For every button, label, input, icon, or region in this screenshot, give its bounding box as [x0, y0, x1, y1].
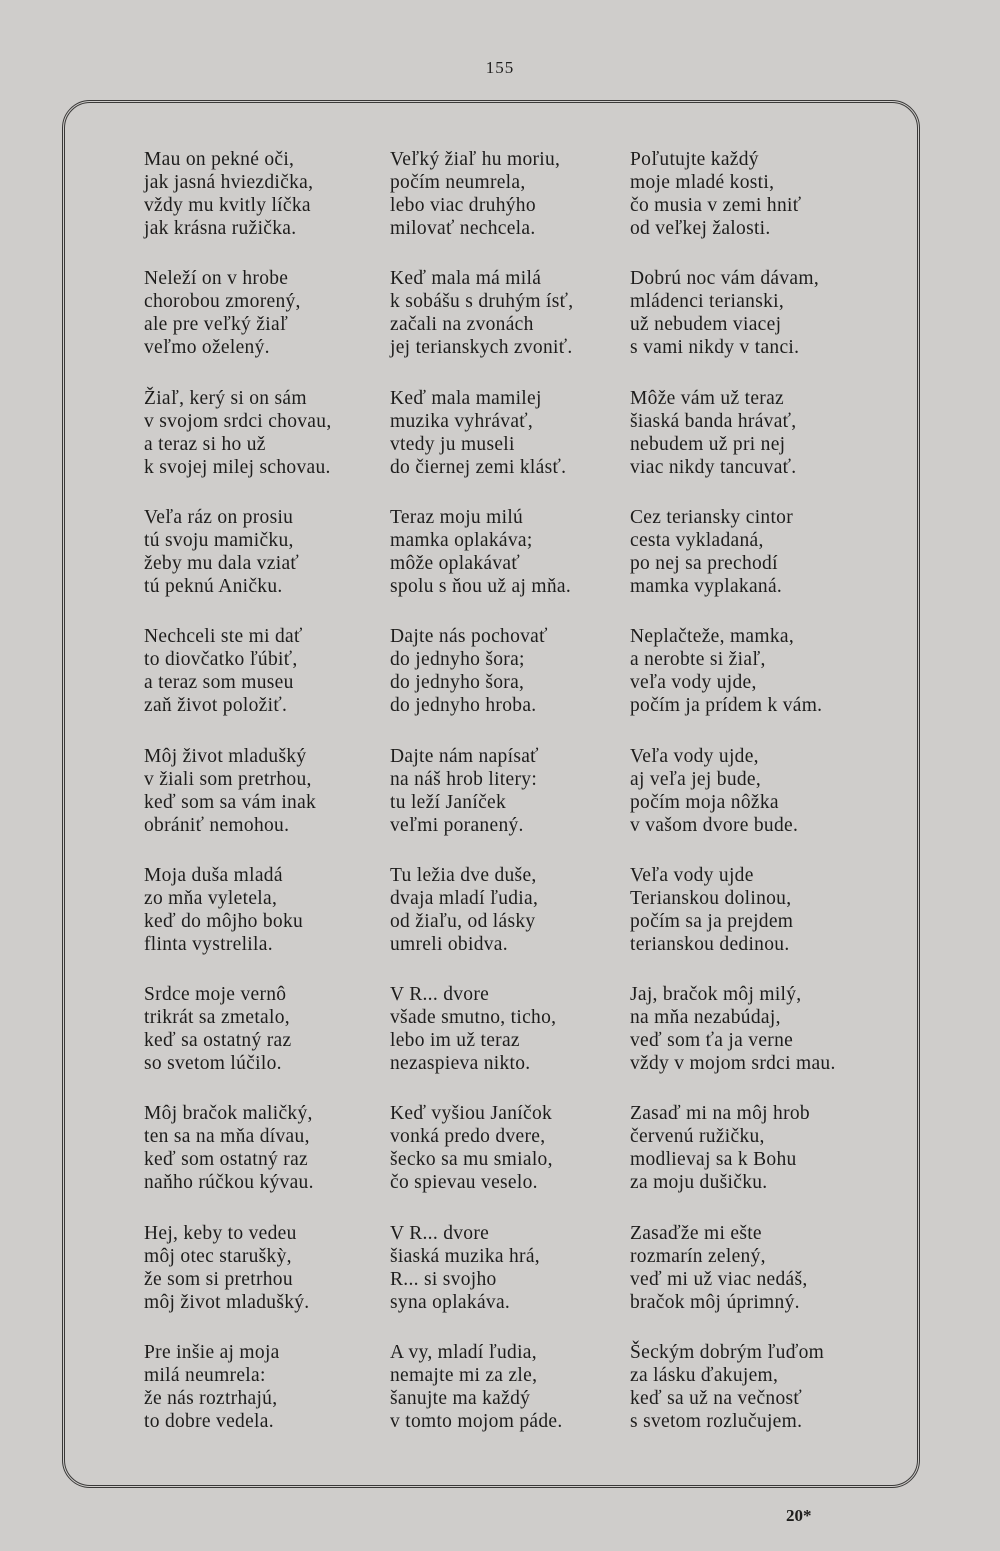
stanza: V R... dvore šiaská muzika hrá, R... si svojho syna oplakáva. — [390, 1223, 540, 1313]
stanza: Veľký žiaľ hu moriu, počím neumrela, lebo viac druhýho milovať nechcela. — [390, 149, 561, 239]
stanza: Hej, keby to vedeu môj otec staruškỳ, že som si pretrhou môj život mladušký. — [144, 1223, 310, 1313]
stanza: Moja duša mladá zo mňa vyletela, keď do môjho boku flinta vystrelila. — [144, 865, 304, 955]
stanza: A vy, mladí ľudia, nemajte mi za zle, šanujte ma každý v tomto mojom páde. — [390, 1342, 563, 1432]
stanza: Dajte nám napísať na náš hrob litery: tu leží Janíček veľmi poranený. — [390, 746, 539, 836]
stanza: Srdce moje vernô trikrát sa zmetalo, keď sa ostatný raz so svetom lúčilo. — [144, 984, 292, 1074]
poem-columns — [144, 148, 884, 1448]
stanza: Dobrú noc vám dávam, mládenci terianski, už nebudem viacej s vami nikdy v tanci. — [630, 268, 820, 358]
stanza: Cez teriansky cintor cesta vykladaná, po nej sa prechodí mamka vyplakaná. — [630, 507, 794, 597]
stanza: Žiaľ, kerý si on sám v svojom srdci chovau, a teraz si ho už k svojej milej schovau. — [144, 388, 332, 478]
stanza: Zasaďže mi ešte rozmarín zelený, veď mi už viac nedáš, bračok môj úprimný. — [630, 1223, 808, 1313]
stanza: Nechceli ste mi dať to diovčatko ľúbiť, a teraz som museu zaň život položiť. — [144, 626, 303, 716]
stanza: Keď vyšiou Janíčok vonká predo dvere, šecko sa mu smialo, čo spievau veselo. — [390, 1103, 553, 1193]
stanza: Veľa vody ujde Terianskou dolinou, počím sa ja prejdem terianskou dedinou. — [630, 865, 794, 955]
stanza: Zasaď mi na môj hrob červenú ružičku, modlievaj sa k Bohu za moju dušičku. — [630, 1103, 810, 1193]
stanza: Pre inšie aj moja milá neumrela: že nás roztrhajú, to dobre vedela. — [144, 1342, 280, 1432]
stanza: Tu ležia dve duše, dvaja mladí ľudia, od žiaľu, od lásky umreli obidva. — [390, 865, 539, 955]
stanza: Veľa ráz on prosiu tú svoju mamičku, žeby mu dala vziať tú peknú Aničku. — [144, 507, 300, 597]
stanza: Šeckým dobrým ľuďom za lásku ďakujem, keď sa už na večnosť s svetom rozlučujem. — [630, 1342, 825, 1432]
stanza: V R... dvore všade smutno, ticho, lebo im už teraz nezaspieva nikto. — [390, 984, 557, 1074]
page-number: 155 — [485, 58, 515, 77]
stanza: Neleží on v hrobe chorobou zmorený, ale pre veľký žiaľ veľmo oželený. — [144, 268, 301, 358]
stanza: Môj život mladušký v žiali som pretrhou, keď som sa vám inak obrániť nemohou. — [144, 746, 317, 836]
stanza: Keď mala má milá k sobášu s druhým ísť, začali na zvonách jej terianskych zvoniť. — [390, 268, 574, 358]
stanza: Keď mala mamilej muzika vyhrávať, vtedy ju museli do čiernej zemi klásť. — [390, 388, 567, 478]
stanza: Mau on pekné oči, jak jasná hviezdička, vždy mu kvitly líčka jak krásna ružička. — [144, 149, 314, 239]
stanza: Môj bračok maličký, ten sa na mňa dívau, keď som ostatný raz naňho rúčkou kývau. — [144, 1103, 314, 1193]
signature-mark: 20* — [786, 1506, 812, 1525]
stanza: Dajte nás pochovať do jednyho šora; do jednyho šora, do jednyho hroba. — [390, 626, 548, 716]
stanza: Veľa vody ujde, aj veľa jej bude, počím moja nôžka v vašom dvore bude. — [630, 746, 799, 836]
stanza: Teraz moju milú mamka oplakáva; môže oplakávať spolu s ňou už aj mňa. — [390, 507, 571, 597]
stanza: Poľutujte každý moje mladé kosti, čo musia v zemi hniť od veľkej žalosti. — [630, 149, 802, 239]
stanza: Neplačteže, mamka, a nerobte si žiaľ, veľa vody ujde, počím ja prídem k vám. — [630, 626, 823, 716]
stanza: Jaj, bračok môj milý, na mňa nezabúdaj, veď som ťa ja verne vždy v mojom srdci mau. — [630, 984, 836, 1074]
stanza: Môže vám už teraz šiaská banda hrávať, nebudem už pri nej viac nikdy tancuvať. — [630, 388, 797, 478]
